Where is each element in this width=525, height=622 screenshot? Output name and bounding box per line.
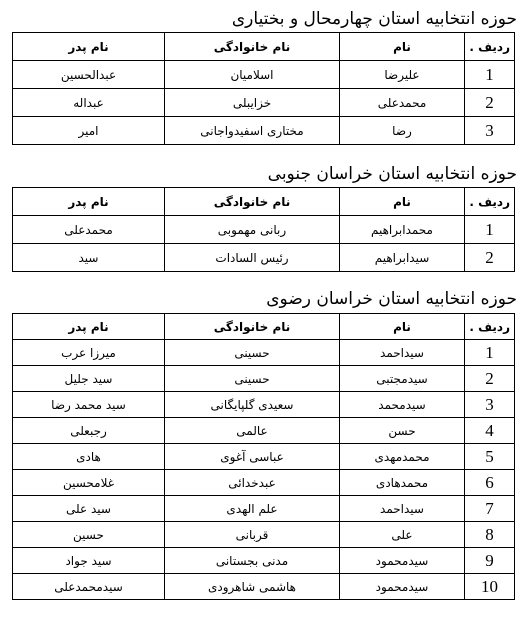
row-family: خزایبلی bbox=[165, 89, 340, 117]
row-index: 9 bbox=[465, 548, 515, 574]
row-index: 5 bbox=[465, 444, 515, 470]
row-family: عبدخدائی bbox=[165, 470, 340, 496]
row-name: محمدهادی bbox=[340, 470, 465, 496]
row-name: سیداحمد bbox=[340, 496, 465, 522]
row-father: سیدمحمدعلی bbox=[13, 574, 165, 600]
row-father: رجبعلی bbox=[13, 418, 165, 444]
row-index: 3 bbox=[465, 392, 515, 418]
row-father: سید bbox=[13, 244, 165, 272]
row-name: علیرضا bbox=[340, 61, 465, 89]
row-family: عالمی bbox=[165, 418, 340, 444]
row-name: محمدابراهیم bbox=[340, 216, 465, 244]
table-header-row bbox=[13, 188, 515, 216]
table-row bbox=[13, 444, 515, 470]
header-name: نام bbox=[340, 314, 465, 340]
header-father: نام پدر bbox=[13, 314, 165, 340]
row-index: 7 bbox=[465, 496, 515, 522]
table-row bbox=[13, 522, 515, 548]
row-family: حسینی bbox=[165, 366, 340, 392]
table-row bbox=[13, 366, 515, 392]
section-title-south-khorasan: حوزه انتخابیه استان خراسان جنوبی bbox=[267, 164, 517, 184]
table-row bbox=[13, 470, 515, 496]
header-name: نام bbox=[340, 33, 465, 61]
row-name: سیدمحمد bbox=[340, 392, 465, 418]
header-name: نام bbox=[340, 188, 465, 216]
table-row bbox=[13, 418, 515, 444]
table-south-khorasan bbox=[12, 187, 515, 272]
row-name: سیدمجتبی bbox=[340, 366, 465, 392]
table-razavi-khorasan bbox=[12, 313, 515, 600]
row-father: غلامحسین bbox=[13, 470, 165, 496]
table-row bbox=[13, 392, 515, 418]
table-chaharmahal bbox=[12, 32, 515, 145]
table-row bbox=[13, 61, 515, 89]
row-family: ربانی مهموبی bbox=[165, 216, 340, 244]
row-name: سیدابراهیم bbox=[340, 244, 465, 272]
header-father: نام پدر bbox=[13, 33, 165, 61]
row-index: 10 bbox=[465, 574, 515, 600]
table-row bbox=[13, 574, 515, 600]
row-index: 1 bbox=[465, 340, 515, 366]
table-header-row bbox=[13, 33, 515, 61]
row-index: 1 bbox=[465, 216, 515, 244]
header-index: ردیف . bbox=[465, 33, 515, 61]
header-family: نام خانوادگی bbox=[165, 314, 340, 340]
row-father: عبداله bbox=[13, 89, 165, 117]
row-father: سید جلیل bbox=[13, 366, 165, 392]
row-family: اسلامیان bbox=[165, 61, 340, 89]
row-father: امیر bbox=[13, 117, 165, 145]
row-father: میرزا عرب bbox=[13, 340, 165, 366]
table-row bbox=[13, 89, 515, 117]
row-index: 8 bbox=[465, 522, 515, 548]
row-family: سعیدی گلپایگانی bbox=[165, 392, 340, 418]
table-row bbox=[13, 216, 515, 244]
row-family: قربانی bbox=[165, 522, 340, 548]
row-index: 2 bbox=[465, 89, 515, 117]
row-index: 1 bbox=[465, 61, 515, 89]
section-title-razavi-khorasan: حوزه انتخابیه استان خراسان رضوی bbox=[266, 289, 517, 309]
row-name: حسن bbox=[340, 418, 465, 444]
row-family: حسینی bbox=[165, 340, 340, 366]
header-family: نام خانوادگی bbox=[165, 33, 340, 61]
row-name: رضا bbox=[340, 117, 465, 145]
row-father: سید جواد bbox=[13, 548, 165, 574]
row-name: محمدمهدی bbox=[340, 444, 465, 470]
row-father: سید محمد رضا bbox=[13, 392, 165, 418]
row-father: سید علی bbox=[13, 496, 165, 522]
row-index: 4 bbox=[465, 418, 515, 444]
row-index: 2 bbox=[465, 244, 515, 272]
row-name: سیدمحمود bbox=[340, 574, 465, 600]
row-father: هادی bbox=[13, 444, 165, 470]
row-family: مختاری اسفیدواجانی bbox=[165, 117, 340, 145]
row-father: حسین bbox=[13, 522, 165, 548]
header-father: نام پدر bbox=[13, 188, 165, 216]
section-title-chaharmahal: حوزه انتخابیه استان چهارمحال و بختیاری bbox=[231, 9, 517, 29]
table-row bbox=[13, 340, 515, 366]
table-row bbox=[13, 244, 515, 272]
header-index: ردیف . bbox=[465, 314, 515, 340]
row-family: رئیس السادات bbox=[165, 244, 340, 272]
header-family: نام خانوادگی bbox=[165, 188, 340, 216]
row-father: محمدعلی bbox=[13, 216, 165, 244]
row-father: عبدالحسین bbox=[13, 61, 165, 89]
row-index: 6 bbox=[465, 470, 515, 496]
row-family: عباسی آغوی bbox=[165, 444, 340, 470]
row-index: 3 bbox=[465, 117, 515, 145]
table-row bbox=[13, 548, 515, 574]
row-index: 2 bbox=[465, 366, 515, 392]
table-row bbox=[13, 117, 515, 145]
row-family: علم الهدی bbox=[165, 496, 340, 522]
row-family: هاشمی شاهرودی bbox=[165, 574, 340, 600]
row-name: محمدعلی bbox=[340, 89, 465, 117]
row-family: مدنی بجستانی bbox=[165, 548, 340, 574]
table-header-row bbox=[13, 314, 515, 340]
row-name: سیدمحمود bbox=[340, 548, 465, 574]
row-name: علی bbox=[340, 522, 465, 548]
header-index: ردیف . bbox=[465, 188, 515, 216]
row-name: سیداحمد bbox=[340, 340, 465, 366]
table-row bbox=[13, 496, 515, 522]
